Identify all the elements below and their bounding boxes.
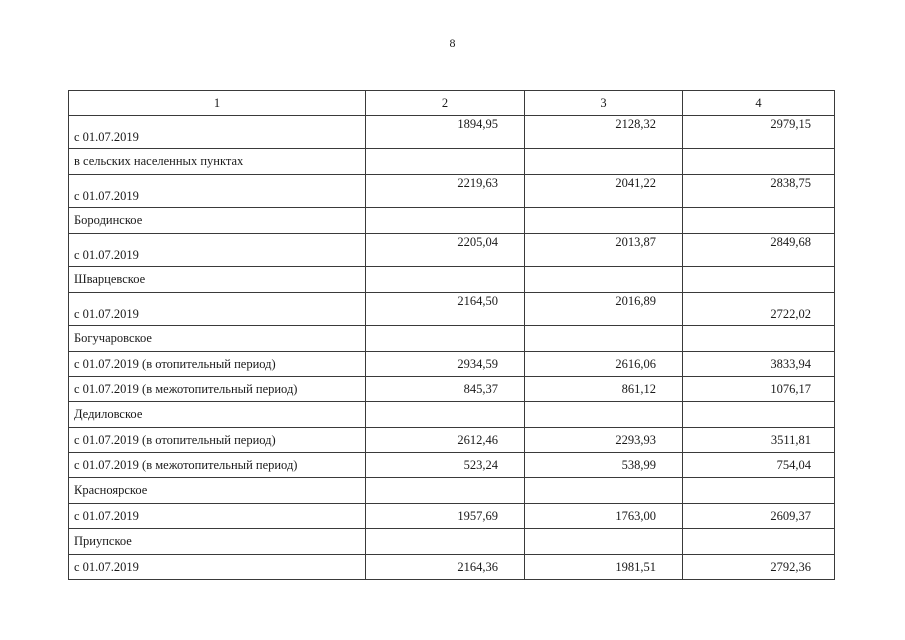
cell-value: [683, 267, 835, 293]
cell-value: 3511,81: [683, 428, 835, 453]
cell-value: [366, 267, 525, 293]
table-row: [69, 478, 835, 504]
table-row: [69, 402, 835, 428]
table-row: [69, 352, 835, 377]
cell-value: 2041,22: [525, 175, 683, 208]
cell-value: 2164,50: [366, 293, 525, 326]
row-label: с 01.07.2019 (в отопительный период): [69, 352, 366, 377]
table-row: [69, 267, 835, 293]
cell-value: [366, 326, 525, 352]
cell-value: 2013,87: [525, 234, 683, 267]
tariff-table: [68, 90, 835, 580]
table-row: [69, 428, 835, 453]
table-row: [69, 293, 835, 326]
table-row: [69, 504, 835, 529]
section-label: Шварцевское: [69, 267, 366, 293]
row-label: с 01.07.2019: [69, 116, 366, 149]
cell-value: 1957,69: [366, 504, 525, 529]
cell-value: 523,24: [366, 453, 525, 478]
column-header-1: 1: [69, 91, 366, 116]
cell-value: 538,99: [525, 453, 683, 478]
cell-value: [366, 478, 525, 504]
table-row: [69, 208, 835, 234]
section-label: в сельских населенных пунктах: [69, 149, 366, 175]
cell-value: 1981,51: [525, 555, 683, 580]
cell-value: 2934,59: [366, 352, 525, 377]
cell-value: [683, 478, 835, 504]
table-row: [69, 529, 835, 555]
cell-value: 845,37: [366, 377, 525, 402]
row-label: с 01.07.2019 (в межотопительный период): [69, 377, 366, 402]
section-label: Бородинское: [69, 208, 366, 234]
cell-value: [683, 402, 835, 428]
table-row: [69, 453, 835, 478]
table-row: [69, 234, 835, 267]
column-header-4: 4: [683, 91, 835, 116]
cell-value: 2979,15: [683, 116, 835, 149]
cell-value: [525, 402, 683, 428]
cell-value: 1076,17: [683, 377, 835, 402]
row-label: с 01.07.2019: [69, 175, 366, 208]
cell-value: [366, 208, 525, 234]
table-row: [69, 116, 835, 149]
cell-value: 2838,75: [683, 175, 835, 208]
table-row: [69, 149, 835, 175]
cell-value: [366, 529, 525, 555]
cell-value: 2722,02: [683, 293, 835, 326]
cell-value: 2164,36: [366, 555, 525, 580]
cell-value: [525, 208, 683, 234]
cell-value: 2792,36: [683, 555, 835, 580]
cell-value: [525, 478, 683, 504]
cell-value: 2293,93: [525, 428, 683, 453]
cell-value: [366, 149, 525, 175]
cell-value: 1894,95: [366, 116, 525, 149]
cell-value: [525, 326, 683, 352]
cell-value: 2849,68: [683, 234, 835, 267]
cell-value: 2219,63: [366, 175, 525, 208]
cell-value: 3833,94: [683, 352, 835, 377]
cell-value: [525, 149, 683, 175]
section-label: Богучаровское: [69, 326, 366, 352]
cell-value: 1763,00: [525, 504, 683, 529]
row-label: с 01.07.2019: [69, 293, 366, 326]
section-label: Красноярское: [69, 478, 366, 504]
table-row: [69, 326, 835, 352]
section-label: Приупское: [69, 529, 366, 555]
row-label: с 01.07.2019: [69, 504, 366, 529]
cell-value: [683, 326, 835, 352]
cell-value: [683, 529, 835, 555]
column-header-2: 2: [366, 91, 525, 116]
cell-value: 2616,06: [525, 352, 683, 377]
column-header-3: 3: [525, 91, 683, 116]
cell-value: 2016,89: [525, 293, 683, 326]
table-row: [69, 175, 835, 208]
cell-value: 754,04: [683, 453, 835, 478]
cell-value: [525, 529, 683, 555]
row-label: с 01.07.2019: [69, 555, 366, 580]
cell-value: [525, 267, 683, 293]
table-row: [69, 377, 835, 402]
cell-value: 2128,32: [525, 116, 683, 149]
cell-value: [683, 208, 835, 234]
section-label: Дедиловское: [69, 402, 366, 428]
cell-value: 2609,37: [683, 504, 835, 529]
cell-value: 861,12: [525, 377, 683, 402]
cell-value: 2205,04: [366, 234, 525, 267]
table-header-row: [69, 91, 835, 116]
cell-value: 2612,46: [366, 428, 525, 453]
cell-value: [683, 149, 835, 175]
table-row: [69, 555, 835, 580]
cell-value: [366, 402, 525, 428]
page-number: 8: [449, 36, 456, 50]
row-label: с 01.07.2019: [69, 234, 366, 267]
row-label: с 01.07.2019 (в межотопительный период): [69, 453, 366, 478]
row-label: с 01.07.2019 (в отопительный период): [69, 428, 366, 453]
